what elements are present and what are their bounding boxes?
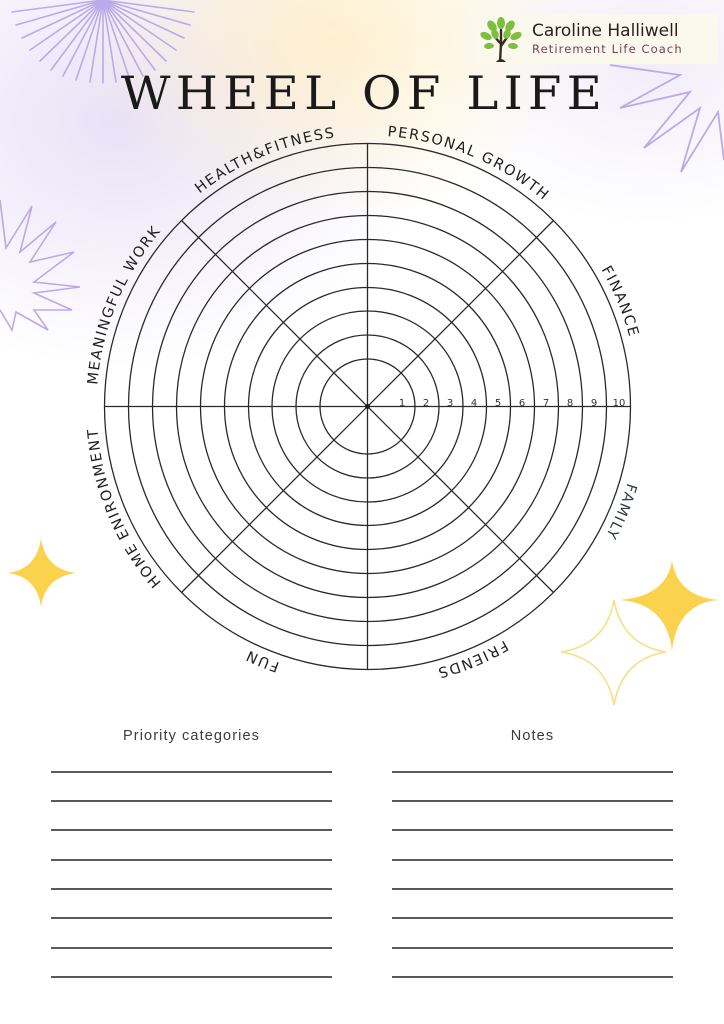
page-title: WHEEL OF LIFE <box>120 66 608 120</box>
scale-label: 9 <box>590 398 598 409</box>
notes-line[interactable] <box>392 888 673 890</box>
notes-line[interactable] <box>392 800 673 802</box>
priority-line[interactable] <box>51 947 332 949</box>
notes-heading: Notes <box>510 728 555 744</box>
scale-label: 7 <box>542 398 550 409</box>
priority-line[interactable] <box>51 829 332 831</box>
priority-line[interactable] <box>51 888 332 890</box>
scale-label: 5 <box>494 398 502 409</box>
scale-label: 2 <box>422 398 430 409</box>
scale-label: 4 <box>470 398 478 409</box>
segment-label-finance: FINANCE <box>597 263 642 340</box>
notes-lines[interactable] <box>392 771 673 981</box>
priority-lines[interactable] <box>51 771 332 981</box>
scale-label: 10 <box>612 398 626 409</box>
segment-label-family: FAMILY <box>601 481 640 543</box>
scale-label: 8 <box>566 398 574 409</box>
scale-label: 6 <box>518 398 526 409</box>
notes-line[interactable] <box>392 947 673 949</box>
notes-line[interactable] <box>392 976 673 978</box>
segment-label-personal-growth: PERSONAL GROWTH <box>386 124 553 205</box>
scale-labels <box>399 398 626 409</box>
scale-label: 3 <box>446 398 454 409</box>
priority-line[interactable] <box>51 976 332 978</box>
notes-line[interactable] <box>392 829 673 831</box>
priority-line[interactable] <box>51 917 332 919</box>
segment-label-meaningful-work: MEANINGFUL WORK <box>85 222 165 386</box>
logo-name: Caroline Halliwell <box>532 20 679 41</box>
priority-line[interactable] <box>51 771 332 773</box>
priority-heading: Priority categories <box>123 728 260 744</box>
notes-line[interactable] <box>392 771 673 773</box>
logo-subtitle: Retirement Life Coach <box>532 41 683 56</box>
segment-label-home-environment: HOME ENIRONMENT <box>85 427 165 591</box>
scale-label: 1 <box>398 398 406 409</box>
segment-label-health-fitness: HEALTH&FITNESS <box>192 125 337 197</box>
priority-line[interactable] <box>51 859 332 861</box>
segment-label-fun: FUN <box>242 646 282 675</box>
notes-line[interactable] <box>392 917 673 919</box>
priority-line[interactable] <box>51 800 332 802</box>
segment-label-friends: FRIENDS <box>434 636 511 681</box>
notes-line[interactable] <box>392 859 673 861</box>
wheel-center-dot <box>365 404 370 409</box>
